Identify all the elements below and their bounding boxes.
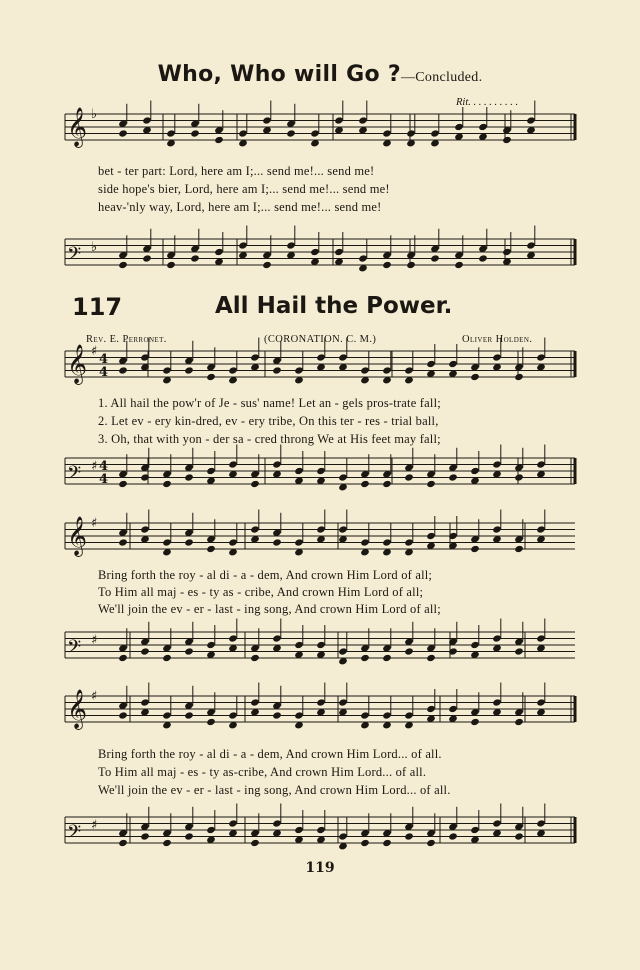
bass-clef-icon: 𝄢 xyxy=(67,822,82,847)
treble-clef-icon: 𝄞 xyxy=(67,344,88,384)
notehead xyxy=(470,373,480,381)
sharp-key-icon: ♯ xyxy=(91,818,98,833)
hymn-title: All Hail the Power. xyxy=(215,293,453,319)
notehead xyxy=(478,254,488,262)
continued-title-text: Who, Who will Go ? xyxy=(157,62,401,87)
notehead xyxy=(118,711,128,719)
notehead xyxy=(502,136,512,144)
continued-hymn-title xyxy=(0,62,640,87)
notehead xyxy=(360,654,370,662)
system2-verse2: 2. Let ev - ery kin-dred, ev - ery tribe, On this ter - res - trial ball, xyxy=(98,414,439,428)
notehead xyxy=(118,261,128,269)
bass-clef-icon: 𝄢 xyxy=(67,463,82,488)
notehead xyxy=(404,473,414,481)
sharp-key-icon: ♯ xyxy=(91,516,98,531)
notehead xyxy=(162,839,172,847)
notehead xyxy=(426,839,436,847)
system1-bass-staff xyxy=(0,225,640,280)
notehead xyxy=(184,832,194,840)
hymn-composer: Oliver Holden. xyxy=(462,334,533,345)
treble-clef-icon: 𝄞 xyxy=(67,107,88,147)
notehead xyxy=(162,480,172,488)
time-signature-top: 4 xyxy=(99,459,109,474)
notehead xyxy=(430,254,440,262)
notehead xyxy=(382,839,392,847)
notehead xyxy=(140,832,150,840)
system3-bass-staff xyxy=(0,620,640,675)
notehead xyxy=(514,718,524,726)
notehead xyxy=(514,832,524,840)
notehead xyxy=(272,366,282,374)
system4-verse3: We'll join the ev - er - last - ing song, And crown Him Lord... of all. xyxy=(98,783,451,797)
notehead xyxy=(426,654,436,662)
notehead xyxy=(272,711,282,719)
notehead xyxy=(184,711,194,719)
concluded-label: —Concluded. xyxy=(400,70,483,85)
notehead xyxy=(184,647,194,655)
notehead xyxy=(206,545,216,553)
system4-treble-staff xyxy=(0,688,640,743)
notehead xyxy=(360,839,370,847)
flat-key-icon: ♭ xyxy=(91,240,98,255)
hymn-number: 117 xyxy=(72,293,123,321)
notehead xyxy=(118,366,128,374)
notehead xyxy=(118,538,128,546)
notehead xyxy=(206,718,216,726)
hymn-tune: (CORONATION. C. M.) xyxy=(264,334,377,345)
system2-verse3: 3. Oh, that with yon - der sa - cred throng We at His feet may fall; xyxy=(98,432,441,446)
time-signature-bottom: 4 xyxy=(99,365,109,380)
notehead xyxy=(514,647,524,655)
notehead xyxy=(184,366,194,374)
bass-clef-icon: 𝄢 xyxy=(67,244,82,269)
notehead xyxy=(454,261,464,269)
notehead xyxy=(250,654,260,662)
notehead xyxy=(514,373,524,381)
notehead xyxy=(190,254,200,262)
page-number: 119 xyxy=(305,860,335,876)
sharp-key-icon: ♯ xyxy=(91,344,98,359)
sharp-key-icon: ♯ xyxy=(91,459,98,474)
ritardando-mark: Rit. . . . . . . . . . xyxy=(456,97,519,108)
notehead xyxy=(382,654,392,662)
notehead xyxy=(262,261,272,269)
notehead xyxy=(272,538,282,546)
notehead xyxy=(184,473,194,481)
notehead xyxy=(360,480,370,488)
notehead xyxy=(142,254,152,262)
notehead xyxy=(184,538,194,546)
system3-treble-staff xyxy=(0,515,640,570)
notehead xyxy=(404,647,414,655)
system3-verse2: To Him all maj - es - ty as - cribe, And crown Him Lord of all; xyxy=(98,585,424,599)
system2-verse1: 1. All hail the pow'r of Je - sus' name! Let an - gels pros-trate fall; xyxy=(98,396,441,410)
notehead xyxy=(118,129,128,137)
notehead xyxy=(406,261,416,269)
notehead xyxy=(286,129,296,137)
flat-key-icon: ♭ xyxy=(91,107,98,122)
notehead xyxy=(514,545,524,553)
notehead xyxy=(382,480,392,488)
sharp-key-icon: ♯ xyxy=(91,633,98,648)
system1-treble-staff xyxy=(0,108,640,158)
time-signature-bottom: 4 xyxy=(99,472,109,487)
notehead xyxy=(118,839,128,847)
notehead xyxy=(514,473,524,481)
notehead xyxy=(470,718,480,726)
system3-verse3: We'll join the ev - er - last - ing song, And crown Him Lord of all; xyxy=(98,602,441,616)
notehead xyxy=(206,373,216,381)
notehead xyxy=(470,545,480,553)
system1-verse1: bet - ter part: Lord, here am I;... send me!... send me! xyxy=(98,164,375,178)
notehead xyxy=(190,129,200,137)
notehead xyxy=(404,832,414,840)
system2-treble-staff xyxy=(0,345,640,395)
system4-verse1: Bring forth the roy - al di - a - dem, And crown Him Lord... of all. xyxy=(98,747,442,761)
notehead xyxy=(250,839,260,847)
system1-verse2: side hope's bier, Lord, here am I;... send me!... send me! xyxy=(98,182,390,196)
notehead xyxy=(162,654,172,662)
notehead xyxy=(382,261,392,269)
system2-bass-staff xyxy=(0,452,640,502)
notehead xyxy=(140,647,150,655)
system3-verse1: Bring forth the roy - al di - a - dem, And crown Him Lord of all; xyxy=(98,568,433,582)
notehead xyxy=(118,654,128,662)
notehead xyxy=(448,473,458,481)
bass-clef-icon: 𝄢 xyxy=(67,637,82,662)
notehead xyxy=(214,136,224,144)
notehead xyxy=(250,480,260,488)
notehead xyxy=(166,261,176,269)
system4-bass-staff xyxy=(0,803,640,858)
notehead xyxy=(448,832,458,840)
sharp-key-icon: ♯ xyxy=(91,689,98,704)
notehead xyxy=(118,480,128,488)
system1-verse3: heav-'nly way, Lord, here am I;... send me!... send me! xyxy=(98,200,382,214)
hymn-author: Rev. E. Perronet. xyxy=(86,334,167,345)
system4-verse2: To Him all maj - es - ty as-cribe, And crown Him Lord... of all. xyxy=(98,765,427,779)
treble-clef-icon: 𝄞 xyxy=(67,516,88,556)
time-signature-top: 4 xyxy=(99,352,109,367)
notehead xyxy=(426,480,436,488)
treble-clef-icon: 𝄞 xyxy=(67,689,88,729)
